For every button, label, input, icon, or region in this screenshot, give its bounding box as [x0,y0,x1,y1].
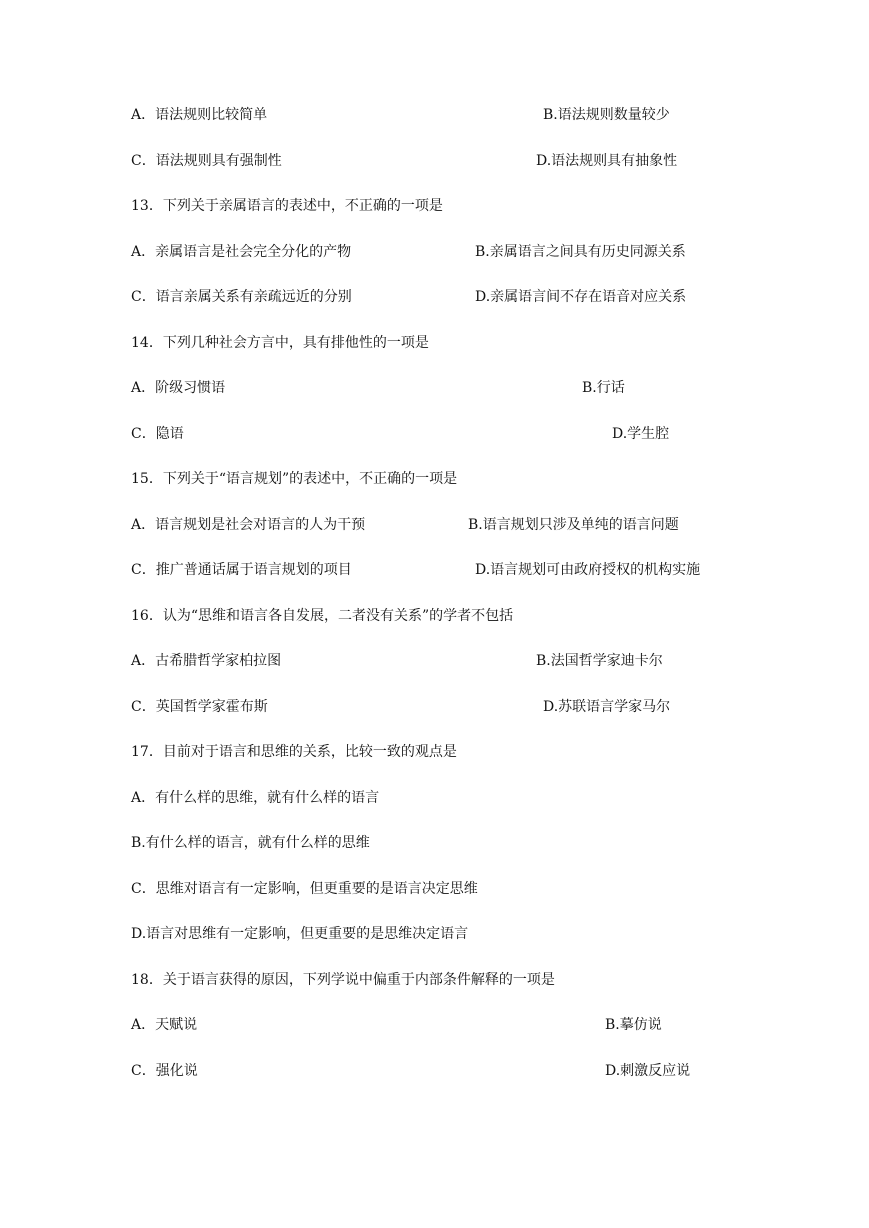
options-line-14-cd [0,422,869,446]
question-text: 18．关于语言获得的原因，下列学说中偏重于内部条件解释的一项是 [131,972,555,988]
options-line-16-ab [0,649,869,673]
option-b: B.语法规则数量较少 [543,107,670,123]
option-17-b [0,831,869,855]
question-text: 16．认为“思维和语言各自发展，二者没有关系”的学者不包括 [131,608,514,624]
question-text: 14．下列几种社会方言中，具有排他性的一项是 [131,335,429,351]
option-c: C．语言亲属关系有亲疏远近的分别 [131,289,352,305]
question-17 [0,740,869,764]
options-line-18-ab [0,1013,869,1037]
options-line-18-cd [0,1059,869,1083]
options-line-13-cd [0,285,869,309]
options-line-15-ab [0,513,869,537]
option-c: C．隐语 [131,426,184,442]
option-17-c [0,877,869,901]
option-b: B.摹仿说 [605,1017,662,1033]
option-a: A．阶级习惯语 [131,380,226,396]
option-d: D.学生腔 [612,426,670,442]
option-a: A．语法规则比较简单 [131,107,268,123]
option-d: D.亲属语言间不存在语音对应关系 [475,289,687,305]
question-13 [0,194,869,218]
option-d: D.苏联语言学家马尔 [543,699,671,715]
option-c: C．语法规则具有强制性 [131,153,282,169]
option-a: A．亲属语言是社会完全分化的产物 [131,244,352,260]
option-b: B.行话 [582,380,625,396]
option-b: B.有什么样的语言，就有什么样的思维 [131,835,370,851]
option-d: D.语言对思维有一定影响，但更重要的是思维决定语言 [131,926,469,942]
question-16 [0,604,869,628]
option-d: D.语法规则具有抽象性 [536,153,678,169]
question-18 [0,968,869,992]
option-a: A．天赋说 [131,1017,198,1033]
option-d: D.语言规划可由政府授权的机构实施 [475,562,701,578]
option-c: C．推广普通话属于语言规划的项目 [131,562,352,578]
option-17-a [0,786,869,810]
question-text: 15．下列关于“语言规划”的表述中，不正确的一项是 [131,471,458,487]
options-line-15-cd [0,558,869,582]
question-text: 17．目前对于语言和思维的关系，比较一致的观点是 [131,744,457,760]
option-b: B.亲属语言之间具有历史同源关系 [475,244,686,260]
options-line-12-cd [0,149,869,173]
option-c: C．思维对语言有一定影响，但更重要的是语言决定思维 [131,881,478,897]
option-17-d [0,922,869,946]
question-text: 13．下列关于亲属语言的表述中，不正确的一项是 [131,198,443,214]
option-b: B.语言规划只涉及单纯的语言问题 [468,517,679,533]
option-c: C．强化说 [131,1063,198,1079]
question-14 [0,331,869,355]
options-line-14-ab [0,376,869,400]
option-a: A．语言规划是社会对语言的人为干预 [131,517,366,533]
question-15 [0,467,869,491]
option-b: B.法国哲学家迪卡尔 [536,653,663,669]
option-c: C．英国哲学家霍布斯 [131,699,268,715]
option-a: A．有什么样的思维，就有什么样的语言 [131,790,380,806]
option-a: A．古希腊哲学家柏拉图 [131,653,282,669]
options-line-12-ab [0,103,869,127]
option-d: D.刺激反应说 [605,1063,691,1079]
options-line-16-cd [0,695,869,719]
options-line-13-ab [0,240,869,264]
